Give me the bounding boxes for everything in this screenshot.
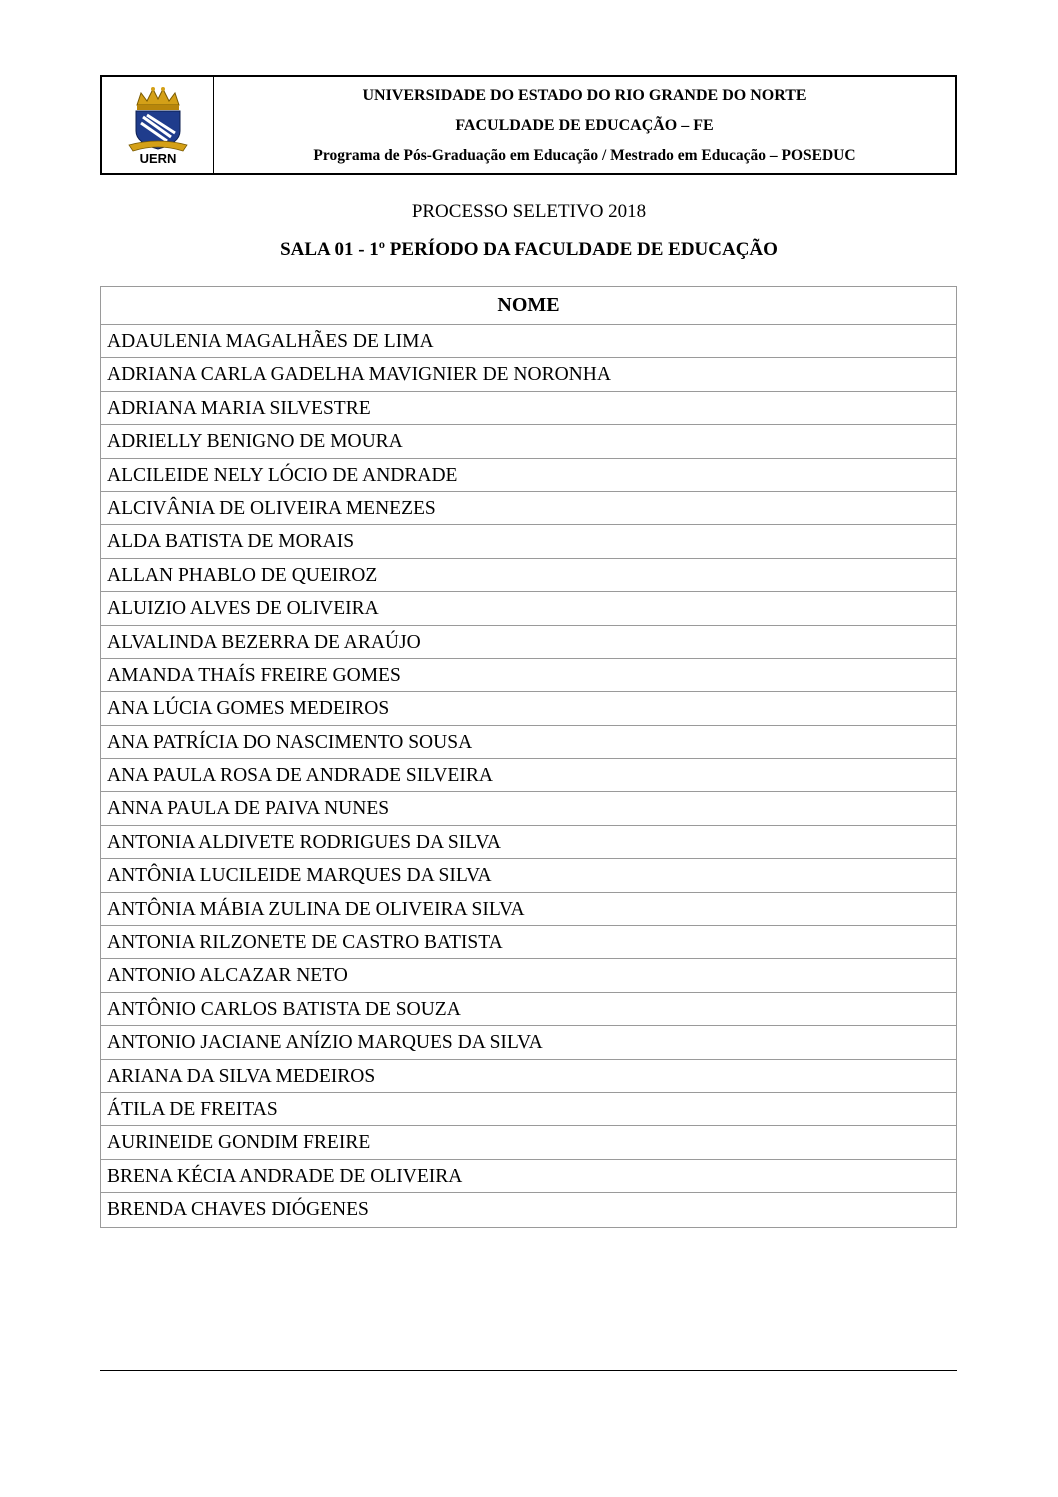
faculty-name: FACULDADE DE EDUCAÇÃO – FE	[455, 117, 714, 134]
table-row: ANA LÚCIA GOMES MEDEIROS	[101, 692, 956, 725]
logo-cell	[102, 77, 214, 173]
table-row: ALVALINDA BEZERRA DE ARAÚJO	[101, 626, 956, 659]
table-row: ALCIVÂNIA DE OLIVEIRA MENEZES	[101, 492, 956, 525]
names-table	[100, 286, 957, 1228]
table-row: ALDA BATISTA DE MORAIS	[101, 525, 956, 558]
table-row: BRENA KÉCIA ANDRADE DE OLIVEIRA	[101, 1160, 956, 1193]
table-body	[101, 325, 956, 1227]
table-row: ADAULENIA MAGALHÃES DE LIMA	[101, 325, 956, 358]
table-row: ANTONIA ALDIVETE RODRIGUES DA SILVA	[101, 826, 956, 859]
footer-divider	[100, 1370, 957, 1371]
column-header-nome: NOME	[101, 287, 956, 325]
table-row: AURINEIDE GONDIM FREIRE	[101, 1126, 956, 1159]
table-row: ADRIELLY BENIGNO DE MOURA	[101, 425, 956, 458]
table-row: ADRIANA CARLA GADELHA MAVIGNIER DE NORONHA	[101, 358, 956, 391]
room-title: SALA 01 - 1º PERÍODO DA FACULDADE DE EDUCAÇÃO	[280, 239, 778, 260]
table-row: ADRIANA MARIA SILVESTRE	[101, 392, 956, 425]
table-row: ÁTILA DE FREITAS	[101, 1093, 956, 1126]
program-name: Programa de Pós-Graduação em Educação / Mestrado em Educação – POSEDUC	[313, 147, 856, 164]
table-row: ANNA PAULA DE PAIVA NUNES	[101, 792, 956, 825]
table-row: ANA PATRÍCIA DO NASCIMENTO SOUSA	[101, 726, 956, 759]
table-row: ANTONIO ALCAZAR NETO	[101, 959, 956, 992]
table-row: ANTONIA RILZONETE DE CASTRO BATISTA	[101, 926, 956, 959]
header-box	[100, 75, 957, 175]
uern-logo	[123, 85, 193, 165]
table-row: BRENDA CHAVES DIÓGENES	[107, 1199, 369, 1221]
table-row: ALLAN PHABLO DE QUEIROZ	[101, 559, 956, 592]
table-row: ANTÔNIO CARLOS BATISTA DE SOUZA	[101, 993, 956, 1026]
table-row: ARIANA DA SILVA MEDEIROS	[101, 1060, 956, 1093]
header-text	[214, 77, 955, 173]
university-name: UNIVERSIDADE DO ESTADO DO RIO GRANDE DO NORTE	[362, 87, 807, 104]
table-row: ANTONIO JACIANE ANÍZIO MARQUES DA SILVA	[101, 1026, 956, 1059]
table-row: ANA PAULA ROSA DE ANDRADE SILVEIRA	[101, 759, 956, 792]
table-row: ANTÔNIA LUCILEIDE MARQUES DA SILVA	[101, 859, 956, 892]
table-row: AMANDA THAÍS FREIRE GOMES	[101, 659, 956, 692]
table-row: ANTÔNIA MÁBIA ZULINA DE OLIVEIRA SILVA	[101, 893, 956, 926]
logo-text: UERN	[139, 151, 176, 165]
table-row: ALCILEIDE NELY LÓCIO DE ANDRADE	[101, 459, 956, 492]
table-row: ALUIZIO ALVES DE OLIVEIRA	[101, 592, 956, 625]
process-title: PROCESSO SELETIVO 2018	[411, 201, 647, 222]
